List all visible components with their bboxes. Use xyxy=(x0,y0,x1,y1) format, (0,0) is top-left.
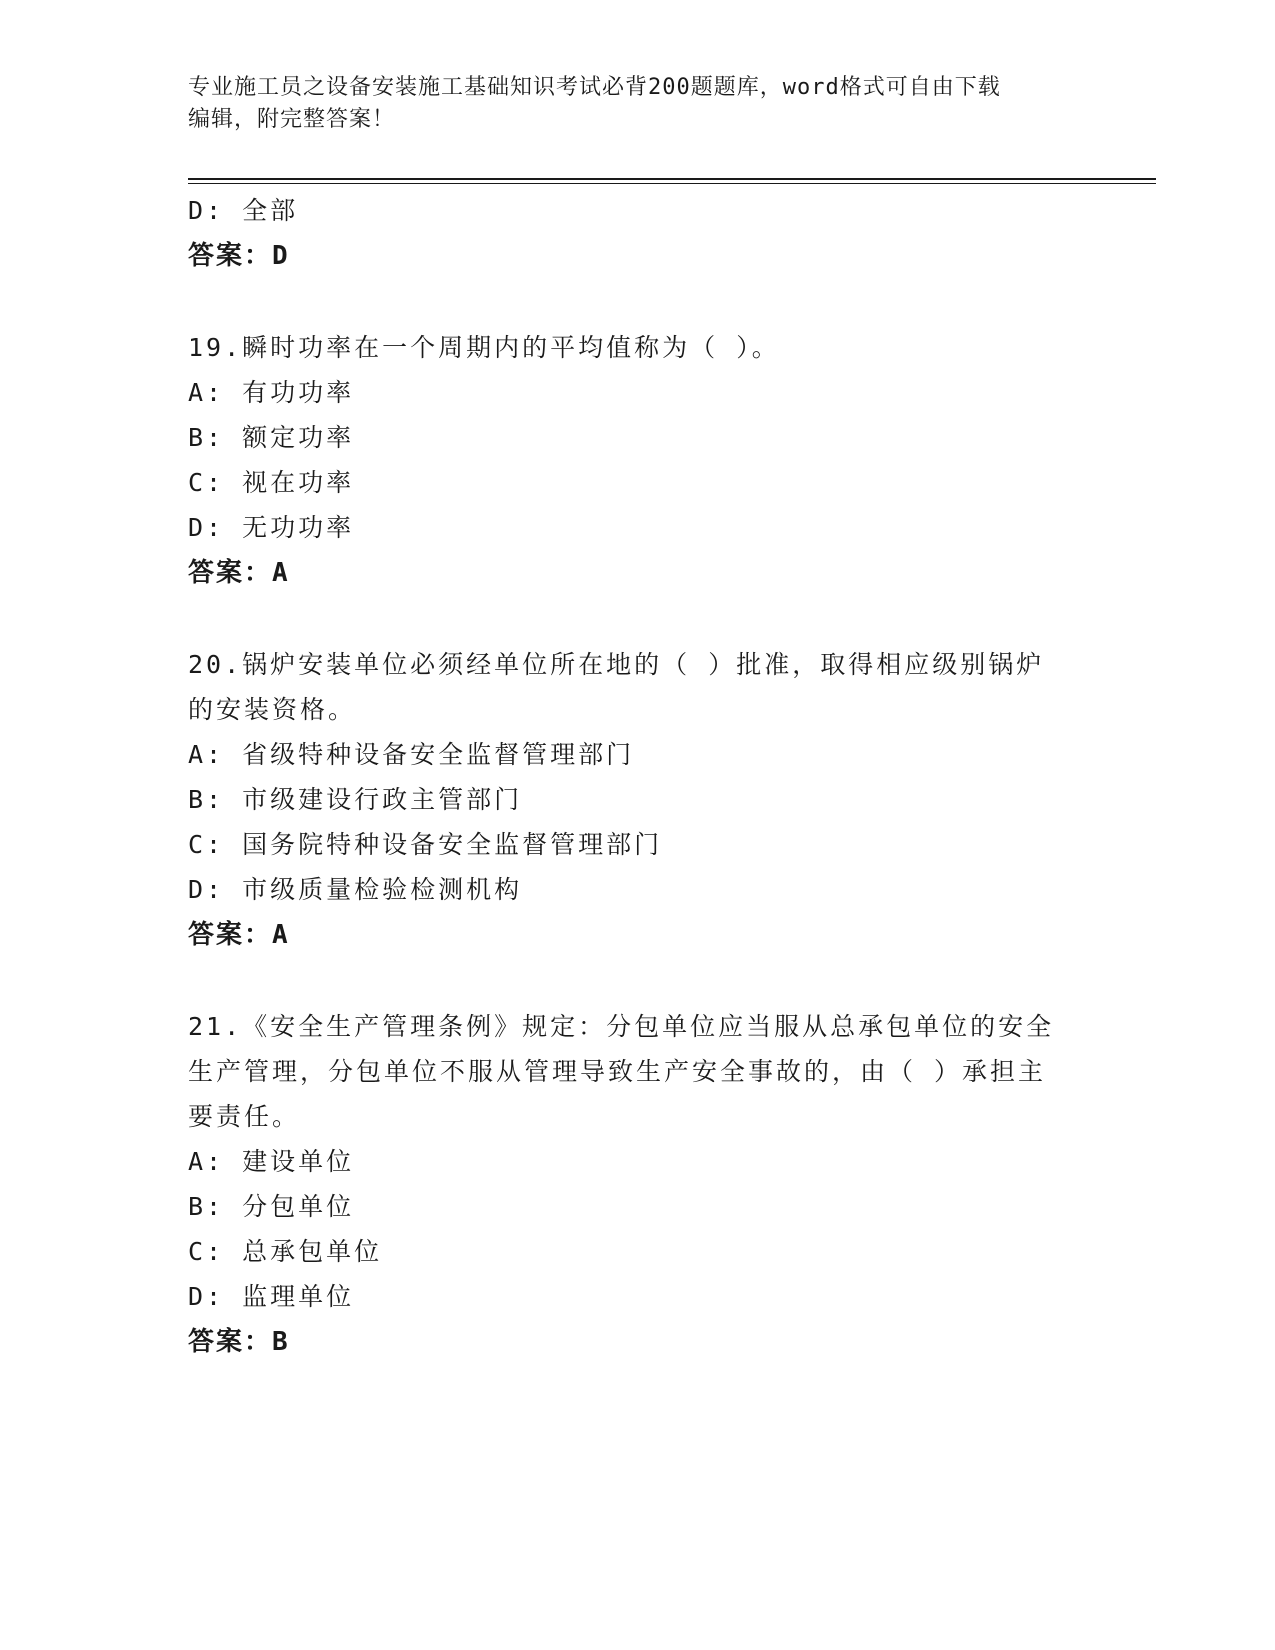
question-block-21 xyxy=(188,1004,1088,1365)
question-text-line3: 要责任。 xyxy=(188,1102,301,1131)
option-d: D: 全部 xyxy=(188,196,299,225)
answer-line: 答案：B xyxy=(188,1327,290,1357)
option-c: C: 视在功率 xyxy=(188,468,355,497)
question-block-18 xyxy=(188,188,1088,279)
question-block-20 xyxy=(188,642,1088,958)
option-b: B: 额定功率 xyxy=(188,423,355,452)
option-a: A: 建设单位 xyxy=(188,1147,355,1176)
answer-line: 答案：A xyxy=(188,920,290,950)
option-d: D: 监理单位 xyxy=(188,1282,355,1311)
option-b: B: 市级建设行政主管部门 xyxy=(188,785,523,814)
header-title-line2: 编辑，附完整答案！ xyxy=(188,107,396,132)
header-rule-thin xyxy=(188,183,1156,184)
answer-line: 答案：D xyxy=(188,241,290,271)
header-title-line1: 专业施工员之设备安装施工基础知识考试必背200题题库，word格式可自由下载 xyxy=(188,75,1001,100)
header-rule-thick xyxy=(188,178,1156,180)
question-text-line2: 的安装资格。 xyxy=(188,695,357,724)
option-c: C: 国务院特种设备安全监督管理部门 xyxy=(188,830,663,859)
question-text: 19.瞬时功率在一个周期内的平均值称为（ ）。 xyxy=(188,333,780,362)
document-header xyxy=(188,72,1088,136)
answer-line: 答案：A xyxy=(188,558,290,588)
option-b: B: 分包单位 xyxy=(188,1192,355,1221)
option-c: C: 总承包单位 xyxy=(188,1237,383,1266)
question-text-line1: 21.《安全生产管理条例》规定：分包单位应当服从总承包单位的安全 xyxy=(188,1012,1055,1041)
question-text-line1: 20.锅炉安装单位必须经单位所在地的（ ）批准，取得相应级别锅炉 xyxy=(188,650,1045,679)
option-a: A: 有功功率 xyxy=(188,378,355,407)
option-a: A: 省级特种设备安全监督管理部门 xyxy=(188,740,635,769)
document-body xyxy=(188,188,1088,1411)
option-d: D: 无功功率 xyxy=(188,513,355,542)
option-d: D: 市级质量检验检测机构 xyxy=(188,875,523,904)
question-block-19 xyxy=(188,325,1088,596)
question-text-line2: 生产管理，分包单位不服从管理导致生产安全事故的，由（ ）承担主 xyxy=(188,1057,1047,1086)
